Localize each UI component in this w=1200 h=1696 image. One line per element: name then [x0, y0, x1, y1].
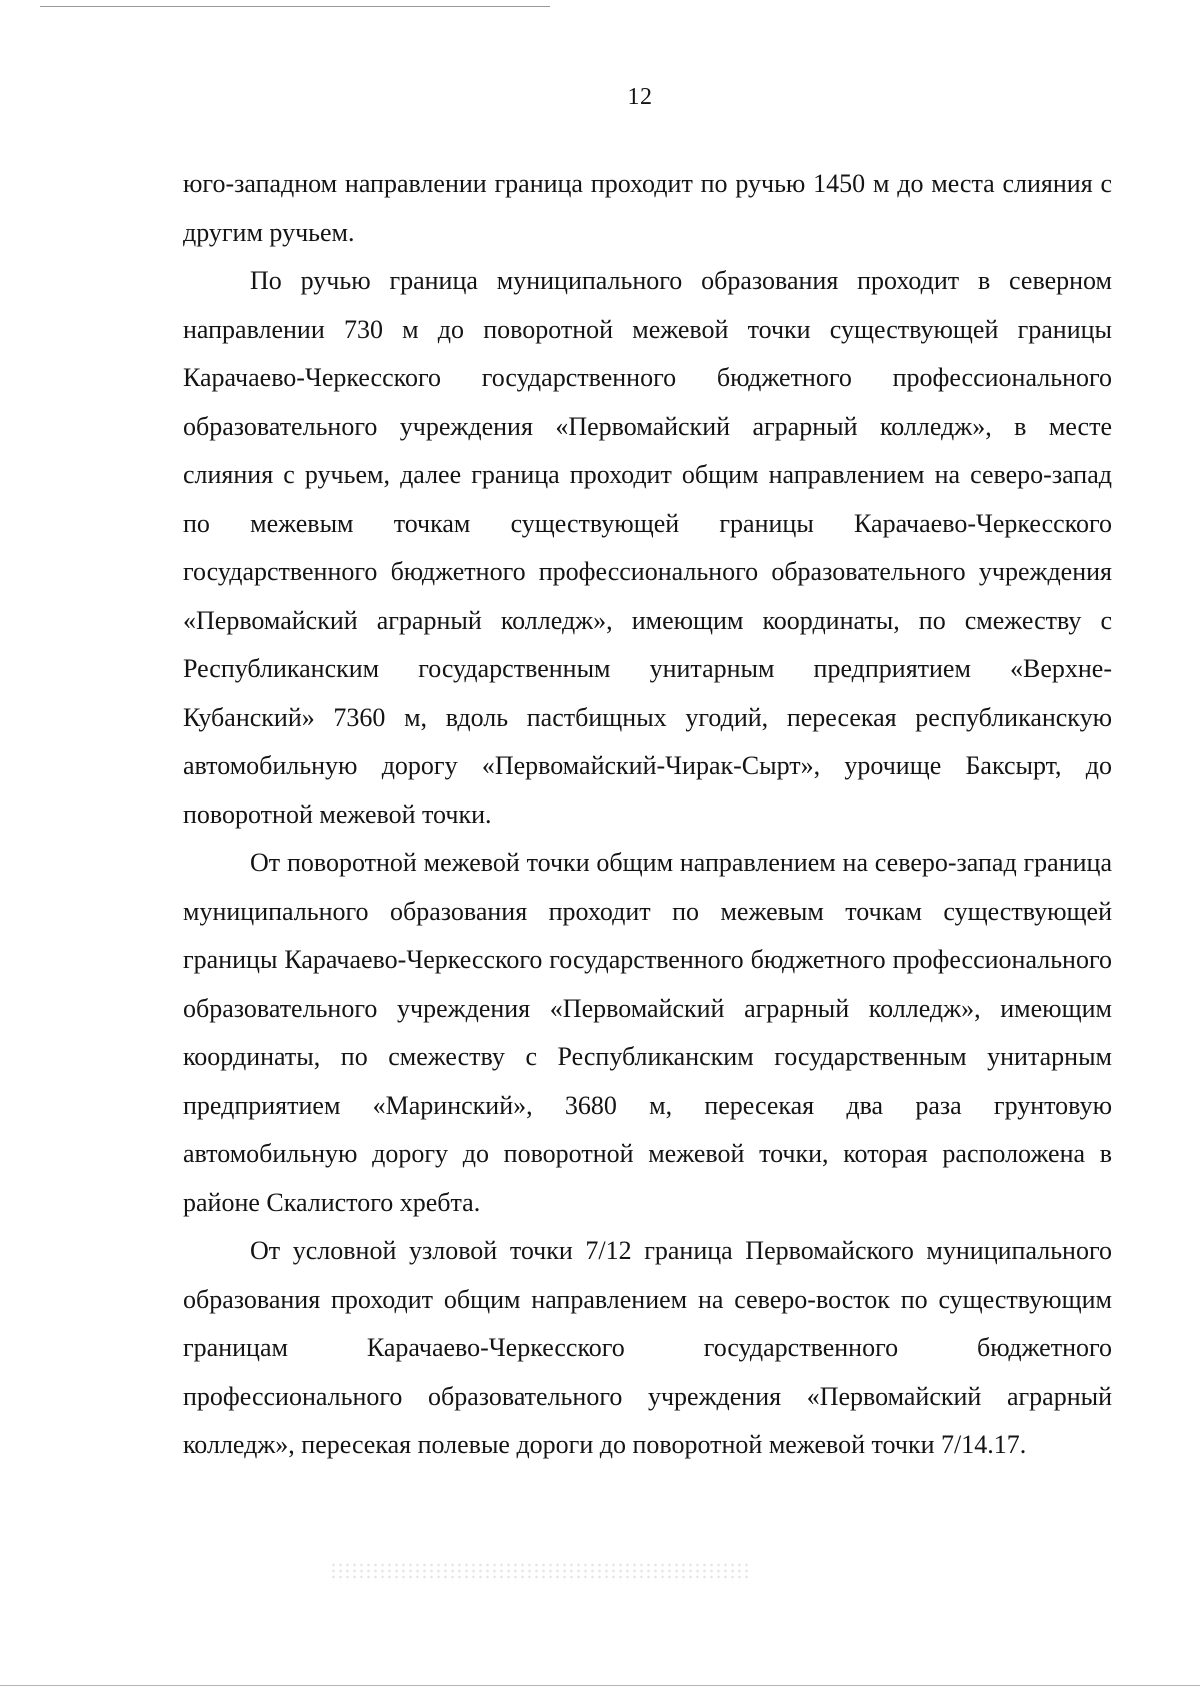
- page-number: 12: [627, 84, 653, 110]
- paragraph-stream-boundary: По ручью граница муниципального образования проходит в северном направлении 730 м до поворотной межевой точки существующей границы Карачаево-Черкесского государственного бюджетного профессионального образовательного учреждения «Первомайский аграрный колледж», в месте слияния с ручьем, далее граница проходит общим направлением на северо-запад по межевым точкам существующей границы Карачаево-Черкесского государственного бюджетного профессионального образовательного учреждения «Первомайский аграрный колледж», имеющим координаты, по смежеству с Республиканским государственным унитарным предприятием «Верхне-Кубанский» 7360 м, вдоль пастбищных угодий, пересекая республиканскую автомобильную дорогу «Первомайский-Чирак-Сырт», урочище Баксырт, до поворотной межевой точки.: [183, 266, 1112, 829]
- document-body: [183, 160, 1112, 1470]
- scan-edge-top: [40, 6, 550, 7]
- scan-noise: [330, 1562, 750, 1582]
- paragraph-continuation: юго-западном направлении граница проходит по ручью 1450 м до места слияния с другим ручьем.: [183, 169, 1112, 247]
- paragraph-northwest-boundary: От поворотной межевой точки общим направлением на северо-запад граница муниципального образования проходит по межевым точкам существующей границы Карачаево-Черкесского государственного бюджетного профессионального образовательного учреждения «Первомайский аграрный колледж», имеющим координаты, по смежеству с Республиканским государственным унитарным предприятием «Маринский», 3680 м, пересекая два раза грунтовую автомобильную дорогу до поворотной межевой точки, которая расположена в районе Скалистого хребта.: [183, 848, 1112, 1217]
- paragraph-northeast-boundary: От условной узловой точки 7/12 граница Первомайского муниципального образования проходит общим направлением на северо-восток по существующим границам Карачаево-Черкесского государственного бюджетного профессионального образовательного учреждения «Первомайский аграрный колледж», пересекая полевые дороги до поворотной межевой точки 7/14.17.: [183, 1236, 1112, 1459]
- scan-edge-bottom: [0, 1685, 1200, 1686]
